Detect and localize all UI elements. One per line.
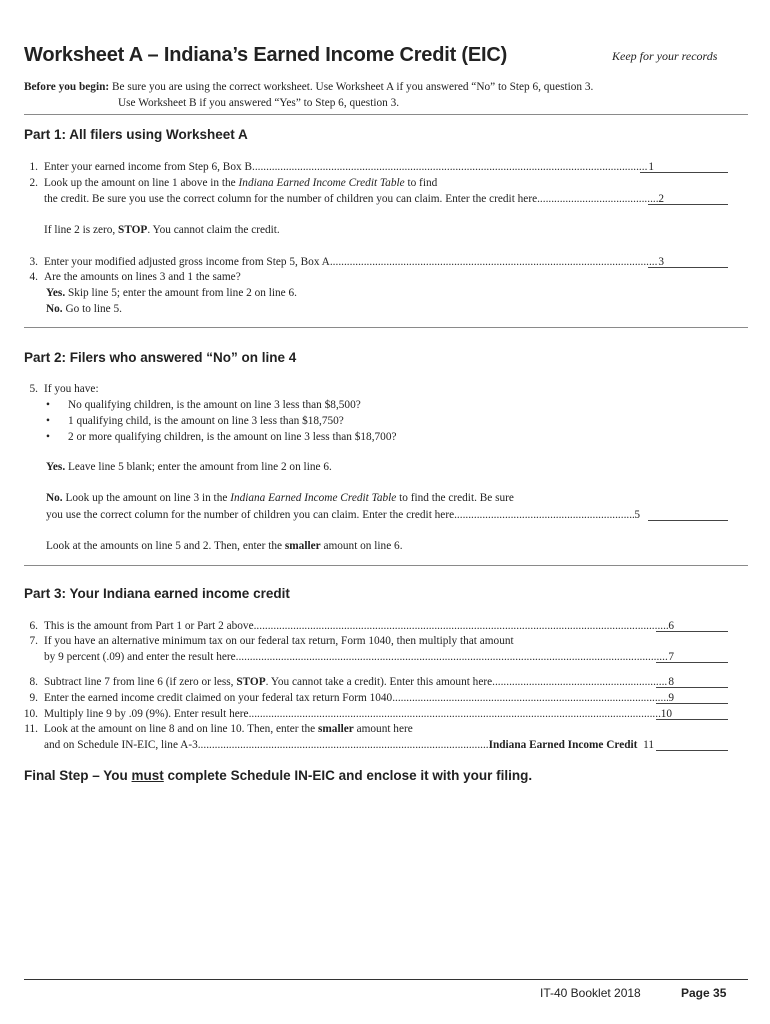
line-8-input[interactable] <box>656 675 728 688</box>
part1-heading: Part 1: All filers using Worksheet A <box>24 127 248 142</box>
page-number: Page 35 <box>681 986 727 1000</box>
divider <box>24 114 748 115</box>
line-1: 1. Enter your earned income from Step 6, Box B ..... 1 <box>24 160 728 176</box>
page-title: Worksheet A – Indiana’s Earned Income Credit (EIC) <box>24 44 508 66</box>
stop-note: If line 2 is zero, STOP. You cannot claim the credit. <box>44 224 280 236</box>
before-line2: Use Worksheet B if you answered “Yes” to Step 6, question 3. <box>118 97 400 109</box>
line-11-input[interactable] <box>656 738 728 751</box>
line-3: 3. Enter your modified adjusted gross income from Step 5, Box A ..... 3 <box>24 255 728 271</box>
line-5-yes: Yes. Leave line 5 blank; enter the amount from line 2 on line 6. <box>46 461 332 473</box>
line-4-yes: Yes. Skip line 5; enter the amount from line 2 on line 6. <box>46 287 297 299</box>
line-5-input[interactable] <box>648 508 728 521</box>
line-10-input[interactable] <box>656 707 728 720</box>
line-6: 6. This is the amount from Part 1 or Part 2 above ..... 6 <box>24 619 728 635</box>
footer-rule <box>24 979 748 980</box>
line-6-input[interactable] <box>656 619 728 632</box>
look-note: Look at the amounts on line 5 and 2. Then, enter the smaller amount on line 6. <box>46 540 403 552</box>
line-5-no-cont: you use the correct column for the number of children you can claim. Enter the credit here ..... 5 <box>46 508 728 524</box>
line-2-input[interactable] <box>648 192 728 205</box>
before-begin <box>24 80 593 95</box>
line-5-no: No. Look up the amount on line 3 in the Indiana Earned Income Credit Table to find the credit. Be sure <box>46 492 514 504</box>
before-label: Before you begin: <box>24 81 110 93</box>
line-7-input[interactable] <box>656 650 728 663</box>
before-line1: Be sure you are using the correct worksheet. Use Worksheet A if you answered “No” to Step 6, question 3. <box>111 81 594 93</box>
line-2-cont: the credit. Be sure you use the correct column for the number of children you can claim. Enter the credit here ..... 2 <box>24 192 728 208</box>
final-step: Final Step – You must complete Schedule IN-EIC and enclose it with your filing. <box>24 768 533 783</box>
keep-note: Keep for your records <box>612 49 718 63</box>
divider <box>24 565 748 566</box>
part3-heading: Part 3: Your Indiana earned income credit <box>24 586 290 601</box>
line-1-input[interactable] <box>640 160 728 173</box>
line-8: 8. Subtract line 7 from line 6 (if zero or less, STOP. You cannot take a credit). Enter this amount here ..... 8 <box>24 675 728 691</box>
line-3-input[interactable] <box>648 255 728 268</box>
divider <box>24 327 748 328</box>
booklet-label: IT-40 Booklet 2018 <box>540 986 641 1000</box>
line-11-cont: and on Schedule IN-EIC, line A-3 ..... Indiana Earned Income Credit 11 <box>24 738 728 754</box>
line-10: 10. Multiply line 9 by .09 (9%). Enter result here ..... 10 <box>24 707 728 723</box>
part2-heading: Part 2: Filers who answered “No” on line 4 <box>24 350 297 365</box>
line-4-no: No. Go to line 5. <box>46 303 122 315</box>
line-9-input[interactable] <box>656 691 728 704</box>
line-9: 9. Enter the earned income credit claimed on your federal tax return Form 1040 ..... 9 <box>24 691 728 707</box>
line-7-cont: by 9 percent (.09) and enter the result here ..... 7 <box>24 650 728 666</box>
